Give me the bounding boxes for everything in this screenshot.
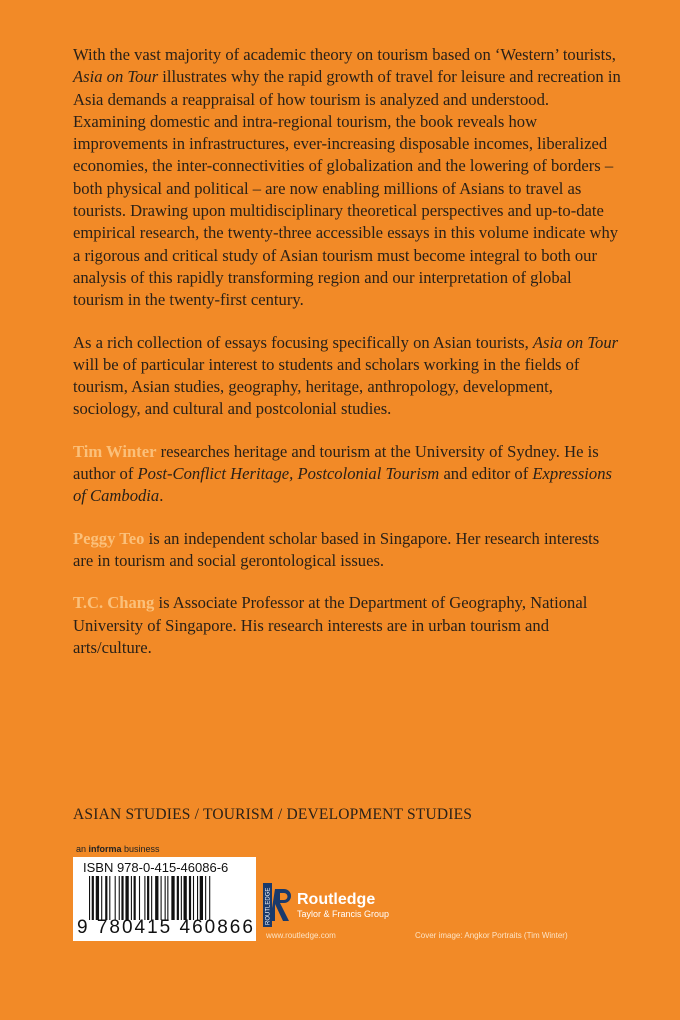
book-title: Asia on Tour bbox=[532, 332, 619, 352]
author-name: T.C. Chang bbox=[73, 593, 155, 613]
publisher-block bbox=[263, 883, 389, 927]
publisher-group: Taylor & Francis Group bbox=[297, 908, 390, 919]
routledge-logo-icon bbox=[263, 883, 293, 927]
book-title: Post-Conflict Heritage, Postcolonial Tourism bbox=[137, 464, 440, 484]
subject-categories: ASIAN STUDIES / TOURISM / DEVELOPMENT STUDIES bbox=[73, 806, 473, 823]
book-title: Expressions of Cambodia bbox=[73, 464, 612, 506]
author-bio-chang: T.C. Chang is Associate Professor at the Department of Geography, National University of Singapore. His research interests are in urban tourism and arts/culture. bbox=[73, 593, 588, 657]
author-bio-teo: Peggy Teo is an independent scholar based in Singapore. Her research interests are in tourism and social gerontological issues. bbox=[73, 528, 600, 570]
barcode-bars-icon bbox=[89, 876, 249, 920]
informa-tagline: an informa business bbox=[76, 844, 160, 854]
cover-image-credit: Cover image: Angkor Portraits (Tim Winter) bbox=[415, 931, 568, 940]
publisher-name: Routledge bbox=[297, 890, 376, 908]
isbn-label: ISBN 978-0-415-46086-6 bbox=[83, 860, 229, 875]
author-name: Peggy Teo bbox=[73, 528, 145, 548]
barcode-panel bbox=[73, 857, 256, 941]
back-cover-blurb bbox=[73, 44, 621, 679]
audience-paragraph: As a rich collection of essays focusing specifically on Asian tourists, Asia on Tour will be of particular interest to students and scholars working in the fields of tourism, Asian studies, geography, heritage, anthropology, development, sociology, and cultural and postcolonial studies. bbox=[73, 332, 619, 419]
author-name: Tim Winter bbox=[73, 441, 157, 461]
book-title: Asia on Tour bbox=[73, 67, 159, 87]
publisher-website: www.routledge.com bbox=[266, 931, 336, 940]
description-paragraph: With the vast majority of academic theory on tourism based on ‘Western’ tourists, Asia on Tour illustrates why the rapid growth of travel for leisure and recreation in Asia demands a reappraisal of how tourism is analyzed and understood. Examining domestic and intra-regional tourism, the book reveals how improvements in infrastructures, ever-increasing disposable incomes, liberalized economies, the inter-connectivities of globalization and the lowering of borders – both physical and political – are now enabling millions of Asians to travel as tourists. Drawing upon multidisciplinary theoretical perspectives and up-to-date empirical research, the twenty-three accessible essays in this volume indicate why a rigorous and critical study of Asian tourism must become integral to both our analysis of this rapidly transforming region and our interpretation of global tourism in the twenty-first century. bbox=[73, 45, 621, 310]
barcode-number: 9 780415 460866 bbox=[77, 917, 255, 938]
author-bio-winter: Tim Winter researches heritage and tourism at the University of Sydney. He is author of Post-Conflict Heritage, Postcolonial Tourism and editor of Expressions of Cambodia. bbox=[73, 441, 612, 506]
svg-text:ROUTLEDGE: ROUTLEDGE bbox=[265, 887, 272, 925]
